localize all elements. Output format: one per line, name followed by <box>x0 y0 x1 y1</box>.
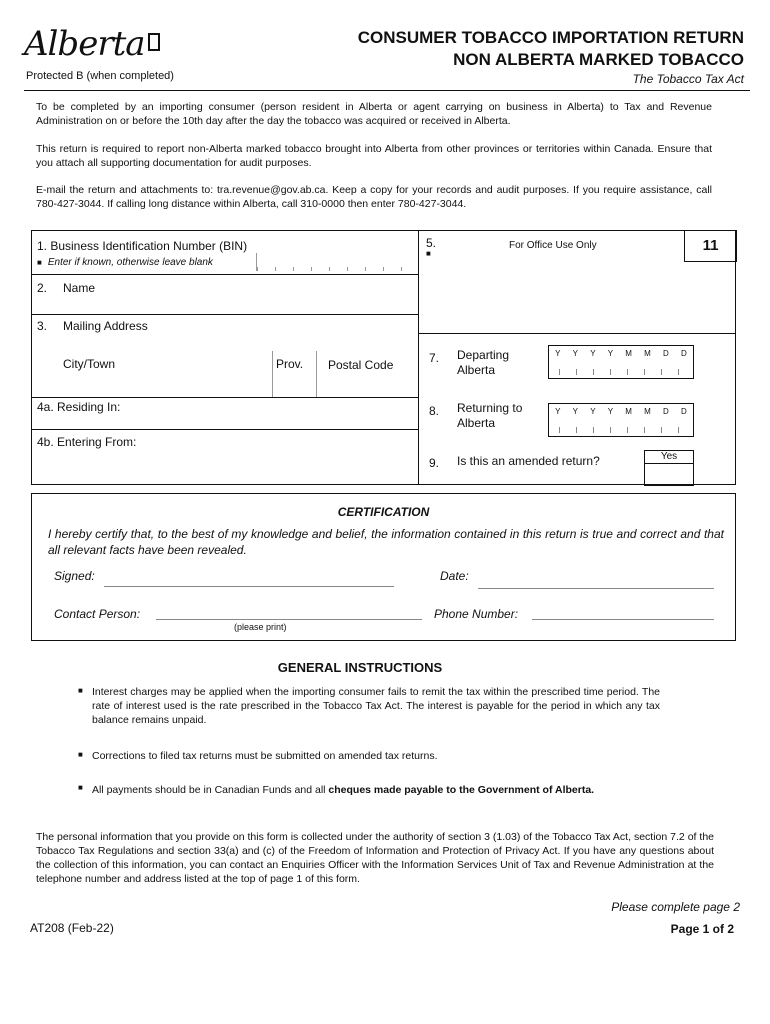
act-name: The Tobacco Tax Act <box>632 72 744 86</box>
protected-label: Protected B (when completed) <box>26 70 174 82</box>
certification-title: CERTIFICATION <box>337 505 430 519</box>
please-complete-note: Please complete page 2 <box>611 900 740 914</box>
bin-label: 1. Business Identification Number (BIN) <box>37 239 248 253</box>
entering-label: 4b. Entering From: <box>37 435 137 449</box>
name-number: 2. <box>37 281 48 295</box>
bullet-icon: ■ <box>78 686 83 695</box>
page-number: Page 1 of 2 <box>670 922 734 936</box>
returning-number: 8. <box>429 404 440 418</box>
form-code: AT208 (Feb-22) <box>30 921 114 935</box>
address-input[interactable] <box>172 317 412 345</box>
certification-box <box>31 493 736 641</box>
form-title-line2: NON ALBERTA MARKED TOBACCO <box>453 50 744 69</box>
signed-label: Signed: <box>54 569 95 583</box>
departing-date-input[interactable]: Y Y Y Y M M D D <box>548 345 694 379</box>
bullet-icon: ■ <box>78 783 83 792</box>
bin-input[interactable] <box>256 253 417 271</box>
residing-input[interactable] <box>132 399 412 427</box>
logo-flag-icon <box>148 33 160 51</box>
bin-hint-row <box>37 257 213 268</box>
certification-text: I hereby certify that, to the best of my knowledge and belief, the information contained in this return is true and correct and that all relevant facts have been revealed. <box>48 527 724 557</box>
postal-label: Postal Code <box>328 358 394 372</box>
departing-label: Departing Alberta <box>457 348 510 377</box>
phone-input[interactable] <box>532 619 714 620</box>
date-label: Date: <box>440 569 469 583</box>
instructions-title: GENERAL INSTRUCTIONS <box>277 660 443 675</box>
phone-label: Phone Number: <box>434 607 519 621</box>
bullet-icon: ■ <box>37 258 42 267</box>
please-print-note: (please print) <box>234 622 287 632</box>
main-form-box <box>31 230 736 485</box>
signed-input[interactable] <box>104 586 394 587</box>
intro-paragraph-3: E-mail the return and attachments to: tra.revenue@gov.ab.ca. Keep a copy for your records and audit purposes. If you require assistance, call 780-427-3044. If calling long distance within Alberta, call 310-0000 then enter 780-427-3044. <box>36 184 712 210</box>
bin-hint: Enter if known, otherwise leave blank <box>47 257 213 268</box>
amended-yes-checkbox[interactable] <box>644 450 694 486</box>
name-label: Name <box>63 281 96 295</box>
field5-bullet-icon: ■ <box>426 249 431 258</box>
city-input[interactable] <box>142 351 272 375</box>
returning-label: Returning to Alberta <box>457 401 523 430</box>
bullet-icon: ■ <box>78 750 83 759</box>
prov-label: Prov. <box>276 357 304 371</box>
entering-input[interactable] <box>152 433 412 461</box>
departing-number: 7. <box>429 351 440 365</box>
amended-label: Is this an amended return? <box>457 454 600 468</box>
returning-date-input[interactable]: Y Y Y Y M M D D <box>548 403 694 437</box>
city-label: City/Town <box>63 357 116 371</box>
instruction-2: Corrections to filed tax returns must be submitted on amended tax returns. <box>92 750 438 762</box>
header-rule <box>24 90 750 91</box>
contact-person-label: Contact Person: <box>54 607 141 621</box>
amended-number: 9. <box>429 456 440 470</box>
address-label: Mailing Address <box>63 319 148 333</box>
privacy-statement: The personal information that you provide on this form is collected under the authority of section 3 (1.03) of the Tobacco Tax Act, section 7.2 of the Tobacco Tax Regulations and section 33(a) and (c) of the Freedom of Information and Protection of Privacy Act. If you have any questions about the collection of this information, you can contact an Enquiries Officer with the Information Services Unit of Tax and Revenue Administration at the telephone number and address listed at the top of page 1 of this form. <box>36 831 714 885</box>
residing-label: 4a. Residing In: <box>37 400 121 414</box>
instruction-3: All payments should be in Canadian Funds and all cheques made payable to the Government of Alberta. <box>92 784 595 796</box>
alberta-logo: Alberta <box>24 24 160 64</box>
name-input[interactable] <box>132 277 412 305</box>
intro-paragraph-2: This return is required to report non-Alberta marked tobacco brought into Alberta from other provinces or territories within Canada. Ensure that you attach all supporting documentation for audit purposes. <box>36 143 712 169</box>
intro-paragraph-1: To be completed by an importing consumer (person resident in Alberta or agent carrying on business in Alberta) to Tax and Revenue Administration on or before the 10th day after the day the tobacco was acquired or received in Alberta. <box>36 101 712 127</box>
office-use-label: For Office Use Only <box>509 240 597 251</box>
form-title-line1: CONSUMER TOBACCO IMPORTATION RETURN <box>357 28 744 47</box>
instruction-1: Interest charges may be applied when the importing consumer fails to remit the tax within the prescribed time period. The rate of interest used is the rate prescribed in the Tobacco Tax Act. The interest is payable for the period in which any tax balance remains unpaid. <box>92 686 660 726</box>
office-code: 11 <box>684 230 737 262</box>
field5-number: 5. <box>426 236 437 250</box>
contact-person-input[interactable] <box>156 619 422 620</box>
yes-label: Yes <box>645 451 693 464</box>
form-divider <box>418 231 419 484</box>
address-number: 3. <box>37 319 48 333</box>
date-input[interactable] <box>478 588 714 589</box>
